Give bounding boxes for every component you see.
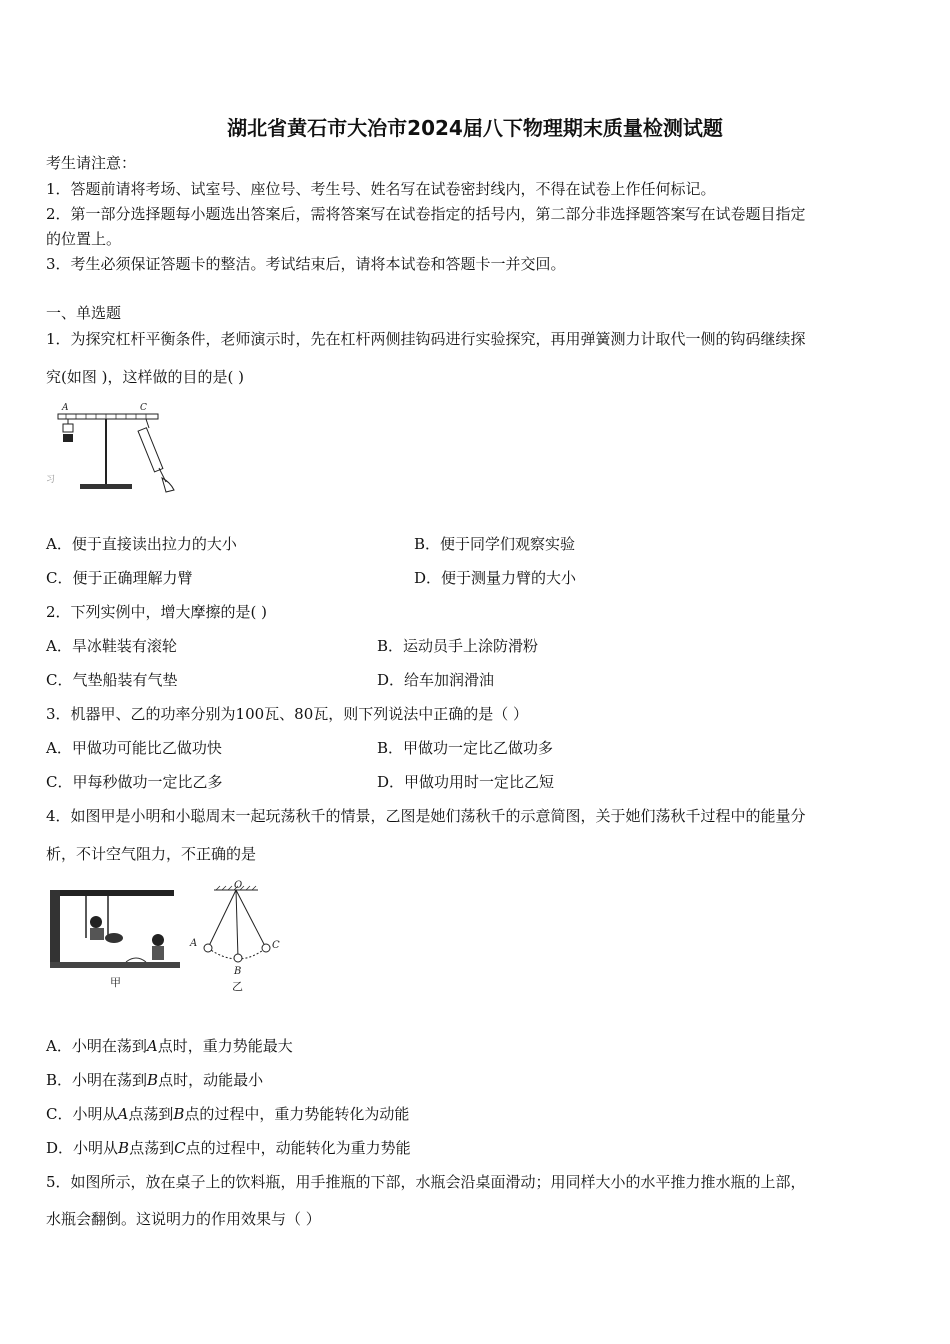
q4-a-pre: A．小明在荡到 <box>46 1037 147 1055</box>
q4-fig-jia: 甲 <box>110 976 121 989</box>
q1-fig-label-c: C <box>140 403 147 413</box>
q4-option-c[interactable] <box>46 1103 409 1124</box>
q4-fig-o: O <box>234 880 243 891</box>
q3-option-d[interactable]: D．甲做功用时一定比乙短 <box>377 773 555 791</box>
q3-option-b[interactable]: B．甲做功一定比乙做功多 <box>377 739 554 757</box>
q4-d-post: 点的过程中，动能转化为重力势能 <box>185 1139 411 1157</box>
q4-swing-figures <box>46 878 296 998</box>
q4-stem-b: 析，不计空气阻力，不正确的是 <box>46 845 257 863</box>
q1-lever-figure <box>46 398 196 498</box>
q4-b-post: 点时，动能最小 <box>158 1071 264 1089</box>
q1-stem-b: 究(如图 )，这样做的目的是( ) <box>46 368 244 386</box>
q4-fig-c: C <box>272 940 280 951</box>
q5-stem-a: 5．如图所示，放在桌子上的饮料瓶，用手推瓶的下部，水瓶会沿桌面滑动；用同样大小的水平推力推水瓶的上部， <box>46 1173 806 1191</box>
q4-a-point: A <box>146 1037 158 1055</box>
q4-option-d[interactable] <box>46 1137 411 1158</box>
notice-item-1: 1．答题前请将考场、试室号、座位号、考生号、姓名写在试卷密封线内，不得在试卷上作任何标记。 <box>46 180 716 198</box>
q4-d-mid: 点荡到 <box>129 1139 175 1157</box>
svg-text:习: 习 <box>46 475 56 485</box>
q3-stem: 3．机器甲、乙的功率分别为100瓦、80瓦，则下列说法中正确的是（ ） <box>46 705 529 723</box>
q4-d-point-2: C <box>174 1139 186 1157</box>
q4-option-a[interactable] <box>46 1035 293 1056</box>
q4-fig-yi: 乙 <box>232 980 243 993</box>
q4-c-pre: C．小明从 <box>46 1105 118 1123</box>
q5-stem-b: 水瓶会翻倒。这说明力的作用效果与（ ） <box>46 1210 321 1228</box>
notice-item-2a: 2．第一部分选择题每小题选出答案后，需将答案写在试卷指定的括号内，第二部分非选择题答案写在试卷题目指定 <box>46 205 806 223</box>
q4-c-point-1: A <box>117 1105 129 1123</box>
q1-option-d[interactable]: D．便于测量力臂的大小 <box>414 569 577 587</box>
q2-option-a[interactable]: A．旱冰鞋装有滚轮 <box>46 637 177 655</box>
q3-option-c[interactable]: C．甲每秒做功一定比乙多 <box>46 773 223 791</box>
q4-a-post: 点时，重力势能最大 <box>157 1037 293 1055</box>
q3-option-a[interactable]: A．甲做功可能比乙做功快 <box>46 739 222 757</box>
q4-b-pre: B．小明在荡到 <box>46 1071 148 1089</box>
notice-item-2b: 的位置上。 <box>46 230 122 248</box>
q4-d-pre: D．小明从 <box>46 1139 119 1157</box>
q1-fig-label-a: A <box>62 403 69 413</box>
q4-d-point-1: B <box>118 1139 130 1157</box>
q4-fig-a: A <box>190 938 198 949</box>
q4-option-b[interactable] <box>46 1069 263 1090</box>
q1-stem-a: 1．为探究杠杆平衡条件，老师演示时，先在杠杆两侧挂钩码进行实验探究，再用弹簧测力计取代一侧的钩码继续探 <box>46 330 806 348</box>
q4-fig-b: B <box>234 966 242 977</box>
q2-stem: 2．下列实例中，增大摩擦的是( ) <box>46 603 268 621</box>
q4-stem-a: 4．如图甲是小明和小聪周末一起玩荡秋千的情景，乙图是她们荡秋千的示意简图，关于她们荡秋千过程中的能量分 <box>46 807 806 825</box>
notice-item-3: 3．考生必须保证答题卡的整洁。考试结束后，请将本试卷和答题卡一并交回。 <box>46 255 566 273</box>
notice-heading: 考生请注意： <box>46 154 137 172</box>
q4-c-post: 点的过程中，重力势能转化为动能 <box>184 1105 410 1123</box>
q1-option-c[interactable]: C．便于正确理解力臂 <box>46 569 193 587</box>
q2-option-c[interactable]: C．气垫船装有气垫 <box>46 671 178 689</box>
q4-c-point-2: B <box>173 1105 185 1123</box>
q4-photo-sketch <box>50 890 180 968</box>
q1-option-a[interactable]: A．便于直接读出拉力的大小 <box>46 535 237 553</box>
q4-b-point: B <box>147 1071 159 1089</box>
section-heading: 一、单选题 <box>46 304 122 322</box>
q2-option-d[interactable]: D．给车加润滑油 <box>377 671 495 689</box>
q1-option-b[interactable]: B．便于同学们观察实验 <box>414 535 576 553</box>
page-title: 湖北省黄石市大冶市2024届八下物理期末质量检测试题 <box>227 116 723 140</box>
q2-option-b[interactable]: B．运动员手上涂防滑粉 <box>377 637 539 655</box>
q4-c-mid: 点荡到 <box>128 1105 174 1123</box>
